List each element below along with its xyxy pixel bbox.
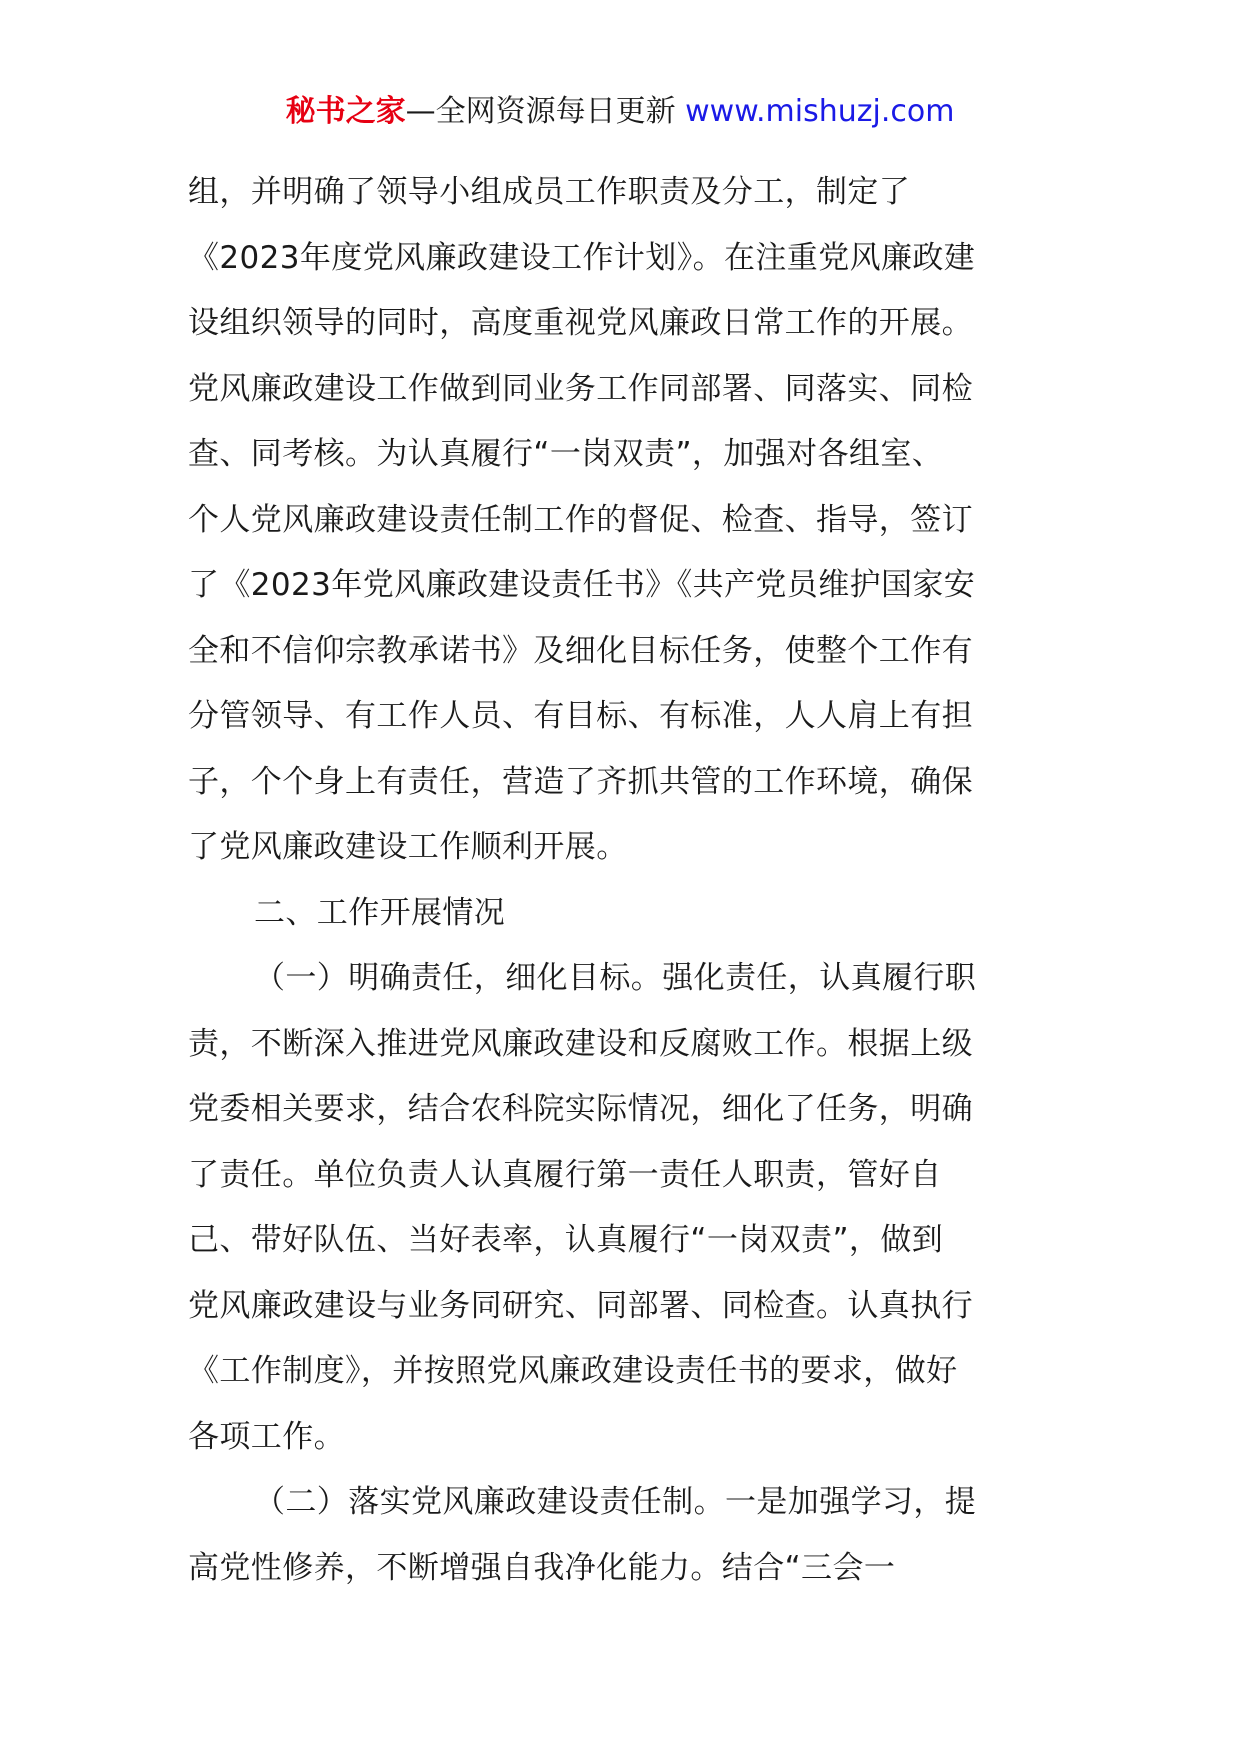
section-heading: 二、工作开展情况 <box>254 894 506 931</box>
body-line: 了《2023年党风廉政建设责任书》《共产党员维护国家安 <box>188 567 976 603</box>
site-url-link[interactable]: www.mishuzj.com <box>685 94 955 129</box>
body-line: 分管领导、有工作人员、有目标、有标准，人人肩上有担 <box>188 698 973 734</box>
body-line: 己、带好队伍、当好表率，认真履行“一岗双责”，做到 <box>188 1222 944 1258</box>
document-body <box>188 160 1058 1601</box>
body-line: （一）明确责任，细化目标。强化责任，认真履行职 <box>254 960 977 996</box>
body-line: 查、同考核。为认真履行“一岗双责”，加强对各组室、 <box>188 436 944 472</box>
body-line: 各项工作。 <box>188 1418 345 1455</box>
body-line: 党风廉政建设工作做到同业务工作同部署、同落实、同检 <box>188 370 973 407</box>
body-line: 党委相关要求，结合农科院实际情况，细化了任务，明确 <box>188 1091 973 1127</box>
body-line: 《2023年度党风廉政建设工作计划》。在注重党风廉政建 <box>188 239 976 276</box>
watermark-header <box>0 92 1240 132</box>
body-line: 高党性修养，不断增强自我净化能力。结合“三会一 <box>188 1549 896 1586</box>
body-line: 党风廉政建设与业务同研究、同部署、同检查。认真执行 <box>188 1287 973 1324</box>
body-line: 个人党风廉政建设责任制工作的督促、检查、指导，签订 <box>188 501 973 538</box>
body-line: 设组织领导的同时，高度重视党风廉政日常工作的开展。 <box>188 305 973 341</box>
body-line: 责，不断深入推进党风廉政建设和反腐败工作。根据上级 <box>188 1025 973 1062</box>
brand-name: 秘书之家 <box>285 94 406 129</box>
body-line: 了责任。单位负责人认真履行第一责任人职责，管好自 <box>188 1156 942 1193</box>
body-line: 全和不信仰宗教承诺书》及细化目标任务，使整个工作有 <box>188 632 973 669</box>
body-line: （二）落实党风廉政建设责任制。一是加强学习，提 <box>254 1484 977 1520</box>
body-line: 子，个个身上有责任，营造了齐抓共管的工作环境，确保 <box>188 763 973 800</box>
body-line: 《工作制度》，并按照党风廉政建设责任书的要求，做好 <box>188 1353 958 1389</box>
body-line: 组，并明确了领导小组成员工作职责及分工，制定了 <box>188 174 911 210</box>
body-line: 了党风廉政建设工作顺利开展。 <box>188 829 628 865</box>
header-tagline: —全网资源每日更新 <box>405 94 686 129</box>
